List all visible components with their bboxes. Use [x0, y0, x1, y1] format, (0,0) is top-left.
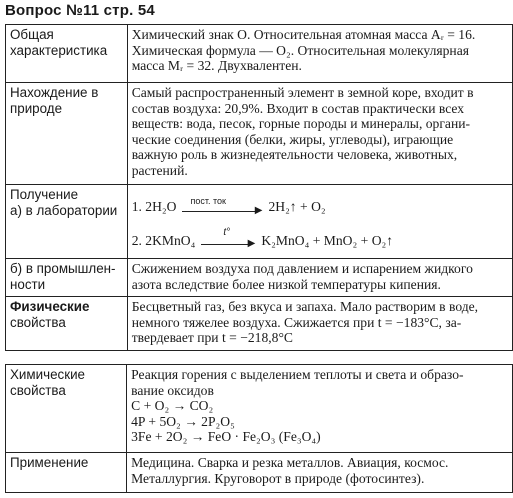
oxygen-table-properties — [5, 364, 513, 493]
value-line: Сжижением воздуха под давлением и испарением жидкого — [131, 261, 473, 276]
equation-electrolysis — [131, 195, 508, 216]
row-value — [127, 259, 512, 297]
row-value — [127, 185, 512, 259]
value-line: веществ: вода, песок, горные породы и минералы, органи- — [131, 116, 471, 131]
table-row — [6, 259, 513, 297]
label-line: Применение — [10, 455, 89, 470]
table-row — [6, 453, 513, 493]
arrow-icon: пост. ток ▶ — [182, 201, 262, 215]
value-line: Бесцветный газ, без вкуса и запаха. Мало растворим в воде, — [131, 299, 479, 314]
label-line: характеристика — [10, 43, 108, 58]
row-label — [6, 83, 128, 185]
value-line: вание оксидов — [131, 382, 214, 398]
value-line: важную роль в жизнедеятельности человека, животных, — [131, 147, 458, 162]
eq-right: K₂MnO₄ + MnO₂ + O₂↑ — [261, 232, 394, 248]
label-line: Нахождение в — [10, 85, 99, 100]
value-line: растений. — [131, 162, 188, 178]
value-line: немного тяжелее воздуха. Сжижается при t = −183°C, за- — [131, 314, 462, 330]
equation-line: C + O₂ → CO₂ — [131, 398, 214, 413]
label-line: Физические — [10, 299, 90, 314]
equation-line: 4P + 5O₂ → 2P₂O₅ — [131, 413, 235, 429]
table-row — [6, 185, 513, 259]
value-line: Металлургия. Круговорот в природе (фотосинтез). — [131, 470, 425, 486]
value-line: твердевает при t = −218,8°C — [131, 330, 293, 345]
label-line: Получение — [10, 187, 79, 202]
row-label — [6, 453, 127, 493]
eq-right: 2H₂↑ + O₂ — [268, 199, 326, 214]
value-line: масса Mᵣ = 32. Двухвалентен. — [131, 58, 302, 73]
label-line: природе — [10, 101, 63, 116]
label-line: свойства — [10, 315, 66, 330]
value-line: состав воздуха: 20,9%. Входит в состав практически всех — [131, 100, 465, 116]
oxygen-table-main — [5, 24, 513, 351]
table-row — [6, 297, 513, 351]
row-value — [127, 453, 513, 493]
label-line: ности — [10, 277, 46, 292]
value-line: Химическая формула — O₂. Относительная молекулярная — [131, 42, 469, 58]
row-label — [6, 365, 127, 453]
label-line: Общая — [10, 27, 54, 42]
value-line: Самый распространенный элемент в земной коре, входит в — [131, 85, 474, 100]
reaction-condition: t° — [223, 227, 231, 238]
eq-left: 1. 2H₂O — [131, 199, 177, 214]
table-row — [6, 25, 513, 83]
row-label — [6, 259, 128, 297]
row-value — [127, 297, 512, 351]
label-line: Химические — [10, 367, 86, 382]
row-value — [127, 365, 513, 453]
row-label — [6, 297, 128, 351]
value-line: Реакция горения с выделением теплоты и света и образо- — [131, 367, 464, 382]
row-value — [127, 83, 512, 185]
arrow-icon: t° ▶ — [201, 234, 255, 248]
equation-decomposition — [131, 227, 508, 249]
eq-left: 2. 2KMnO₄ — [131, 232, 196, 248]
row-label — [6, 185, 128, 259]
table-row — [6, 365, 513, 453]
value-line: ческие соединения (белки, жиры, углеводы), играющие — [131, 131, 454, 147]
label-line: а) в лаборатории — [10, 203, 118, 218]
equation-line: 3Fe + 2O₂ → FeO · Fe₂O₃ (Fe₃O₄) — [131, 429, 321, 444]
table-row — [6, 83, 513, 185]
row-label — [6, 25, 128, 83]
value-line: азота вследствие более низкой температуры кипения. — [131, 276, 441, 292]
reaction-condition: пост. ток — [190, 195, 226, 206]
label-line: свойства — [10, 383, 66, 398]
row-value — [127, 25, 512, 83]
value-line: Химический знак О. Относительная атомная масса Aᵣ = 16. — [131, 27, 476, 42]
value-line: Медицина. Сварка и резка металлов. Авиация, космос. — [131, 455, 449, 470]
label-line: б) в промышлен- — [10, 261, 116, 276]
page-title: Вопрос №11 стр. 54 — [5, 2, 155, 19]
